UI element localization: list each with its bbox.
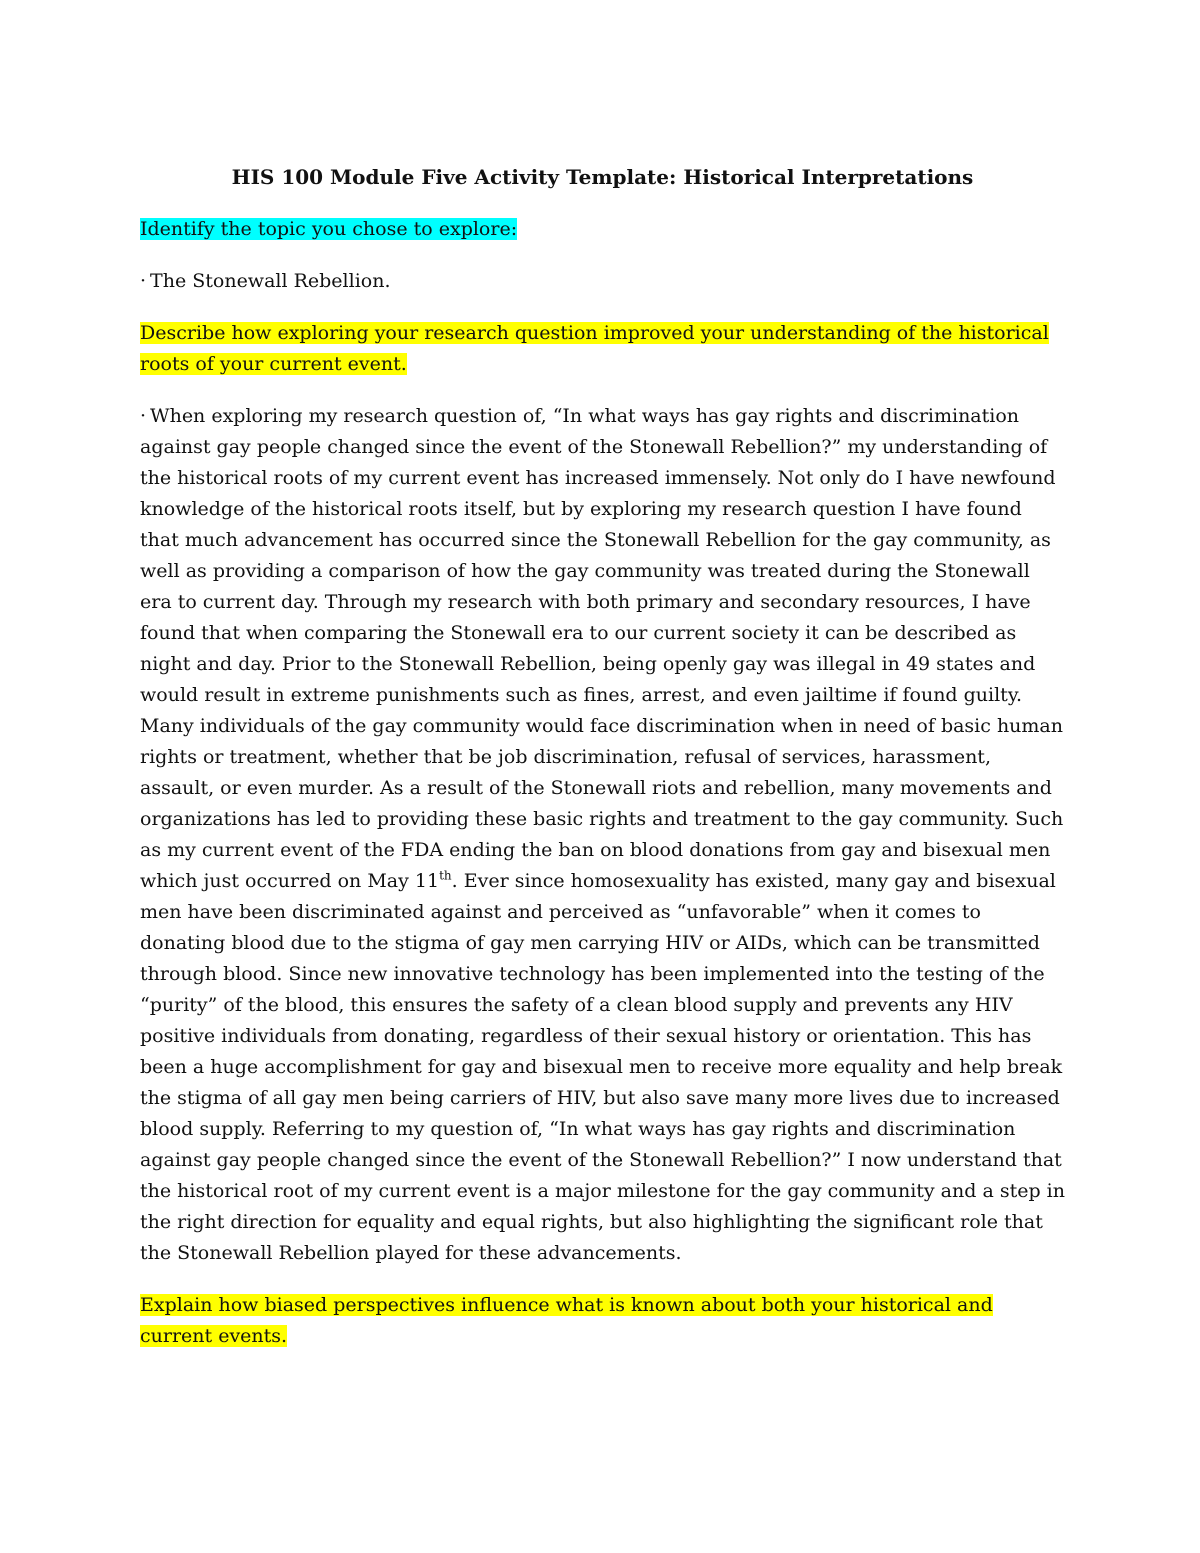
- prompt-biased-perspectives-text: Explain how biased perspectives influence what is known about both your historical and current events.: [140, 1294, 993, 1347]
- prompt-biased-perspectives: [140, 1290, 1065, 1352]
- answer-research-text-part2: . Ever since homosexuality has existed, many gay and bisexual men have been discriminated against and perceived as “unfavorable” when it comes to donating blood due to the stigma of gay men carrying HIV or AIDs, which can be transmitted through blood. Since new innovative technology has been implemented into the testing of the “purity” of the blood, this ensures the safety of a clean blood supply and prevents any HIV positive individuals from donating, regardless of their sexual history or orientation. This has been a huge accomplishment for gay and bisexual men to receive more equality and help break the stigma of all gay men being carriers of HIV, but also save many more lives due to increased blood supply. Referring to my question of, “In what ways has gay rights and discrimination against gay people changed since the event of the Stonewall Rebellion?” I now understand that the historical root of my current event is a major milestone for the gay community and a step in the right direction for equality and equal rights, but also highlighting the significant role that the Stonewall Rebellion played for these advancements.: [140, 870, 1065, 1264]
- prompt-research-question: [140, 318, 1065, 380]
- answer-research-text-part1: When exploring my research question of, “In what ways has gay rights and discrimination against gay people changed since the event of the Stonewall Rebellion?” my understanding of the historical roots of my current event has increased immensely. Not only do I have newfound knowledge of the historical roots itself, but by exploring my research question I have found that much advancement has occurred since the Stonewall Rebellion for the gay community, as well as providing a comparison of how the gay community was treated during the Stonewall era to current day. Through my research with both primary and secondary resources, I have found that when comparing the Stonewall era to our current society it can be described as night and day. Prior to the Stonewall Rebellion, being openly gay was illegal in 49 states and would result in extreme punishments such as fines, arrest, and even jailtime if found guilty. Many individuals of the gay community would face discrimination when in need of basic human rights or treatment, whether that be job discrimination, refusal of services, harassment, assault, or even murder. As a result of the Stonewall riots and rebellion, many movements and organizations has led to providing these basic rights and treatment to the gay community. Such as my current event of the FDA ending the ban on blood donations from gay and bisexual men which just occurred on May 11: [140, 405, 1064, 892]
- answer-topic-text: The Stonewall Rebellion.: [150, 270, 391, 292]
- document-title: HIS 100 Module Five Activity Template: Historical Interpretations: [231, 165, 974, 189]
- bullet-icon: ·: [140, 405, 147, 427]
- answer-topic: [140, 266, 1065, 297]
- prompt-research-question-text: Describe how exploring your research question improved your understanding of the historical roots of your current event.: [140, 322, 1049, 375]
- prompt-topic: [140, 214, 1065, 245]
- prompt-topic-text: Identify the topic you chose to explore:: [140, 218, 518, 240]
- bullet-icon: ·: [140, 270, 147, 292]
- ordinal-suffix: th: [439, 868, 452, 883]
- document-body: [140, 162, 1065, 1373]
- answer-research-question: [140, 401, 1065, 1269]
